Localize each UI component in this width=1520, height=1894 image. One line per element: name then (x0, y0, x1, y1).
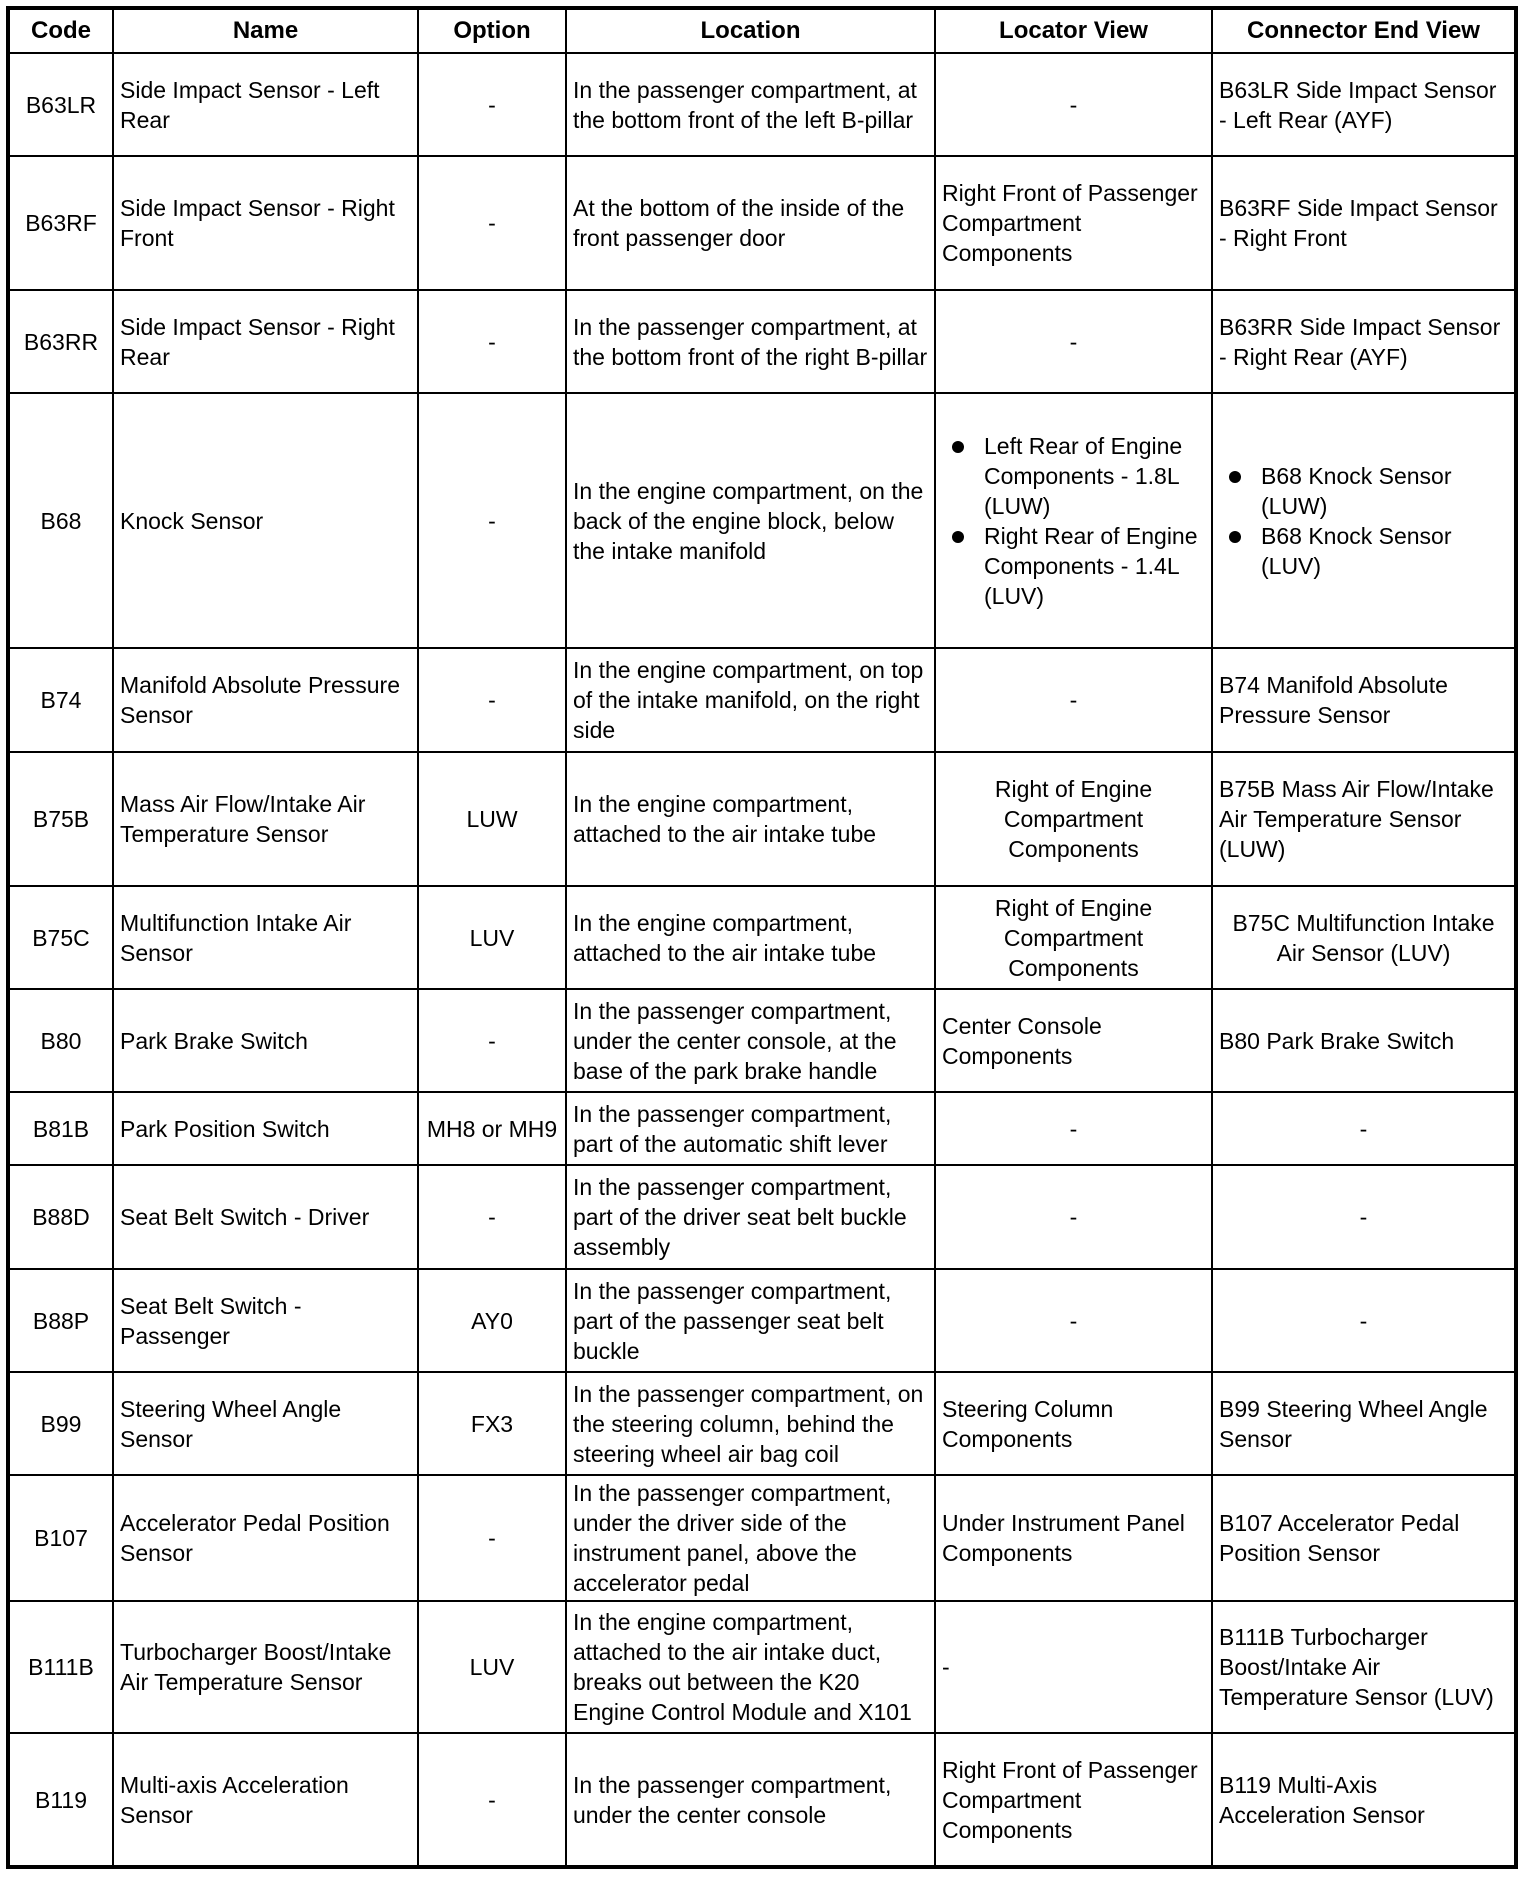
cell-location: In the passenger compartment, part of the driver seat belt buckle assembly (566, 1165, 935, 1269)
cell-name: Park Brake Switch (113, 989, 418, 1092)
cell-connector: B63RR Side Impact Sensor - Right Rear (AYF) (1212, 290, 1516, 393)
cell-code: B99 (8, 1372, 113, 1475)
cell-connector: B75B Mass Air Flow/Intake Air Temperature Sensor (LUW) (1212, 752, 1516, 886)
connector-list (1219, 461, 1508, 581)
header-option: Option (418, 8, 566, 53)
cell-locator: Right of Engine Compartment Components (935, 886, 1212, 989)
cell-option: - (418, 1165, 566, 1269)
table-row (8, 393, 1516, 648)
cell-connector: B111B Turbocharger Boost/Intake Air Temperature Sensor (LUV) (1212, 1601, 1516, 1733)
list-item: Left Rear of Engine Components - 1.8L (LUW) (984, 431, 1205, 521)
cell-locator: - (935, 1269, 1212, 1372)
cell-locator: - (935, 648, 1212, 752)
cell-location: In the passenger compartment, under the driver side of the instrument panel, above the accelerator pedal (566, 1475, 935, 1601)
cell-code: B68 (8, 393, 113, 648)
cell-name: Knock Sensor (113, 393, 418, 648)
cell-locator: Under Instrument Panel Components (935, 1475, 1212, 1601)
cell-name: Side Impact Sensor - Right Front (113, 156, 418, 290)
cell-name: Side Impact Sensor - Left Rear (113, 53, 418, 156)
cell-locator: Right of Engine Compartment Components (935, 752, 1212, 886)
header-connector-end-view: Connector End View (1212, 8, 1516, 53)
cell-location: In the engine compartment, attached to the air intake tube (566, 752, 935, 886)
cell-locator: - (935, 1165, 1212, 1269)
header-row (8, 8, 1516, 53)
cell-name: Seat Belt Switch - Passenger (113, 1269, 418, 1372)
table-row (8, 1475, 1516, 1601)
cell-code: B81B (8, 1092, 113, 1165)
cell-locator: Center Console Components (935, 989, 1212, 1092)
table-row (8, 648, 1516, 752)
cell-name: Seat Belt Switch - Driver (113, 1165, 418, 1269)
cell-name: Turbocharger Boost/Intake Air Temperature Sensor (113, 1601, 418, 1733)
cell-locator: - (935, 1601, 1212, 1733)
cell-option: - (418, 393, 566, 648)
table-row (8, 989, 1516, 1092)
cell-option: - (418, 156, 566, 290)
list-item: B68 Knock Sensor (LUV) (1261, 521, 1508, 581)
cell-option: FX3 (418, 1372, 566, 1475)
cell-location: At the bottom of the inside of the front passenger door (566, 156, 935, 290)
cell-name: Multifunction Intake Air Sensor (113, 886, 418, 989)
cell-code: B63RF (8, 156, 113, 290)
cell-code: B88D (8, 1165, 113, 1269)
cell-option: LUV (418, 1601, 566, 1733)
cell-option: LUV (418, 886, 566, 989)
cell-name: Steering Wheel Angle Sensor (113, 1372, 418, 1475)
cell-connector: B119 Multi-Axis Acceleration Sensor (1212, 1733, 1516, 1867)
cell-code: B107 (8, 1475, 113, 1601)
table-row (8, 752, 1516, 886)
table-row (8, 1092, 1516, 1165)
table-row (8, 1601, 1516, 1733)
table-row (8, 1269, 1516, 1372)
header-locator-view: Locator View (935, 8, 1212, 53)
header-location: Location (566, 8, 935, 53)
cell-name: Mass Air Flow/Intake Air Temperature Sensor (113, 752, 418, 886)
cell-location: In the passenger compartment, under the center console, at the base of the park brake handle (566, 989, 935, 1092)
cell-locator: Steering Column Components (935, 1372, 1212, 1475)
header-code: Code (8, 8, 113, 53)
cell-option: - (418, 290, 566, 393)
cell-location: In the passenger compartment, under the center console (566, 1733, 935, 1867)
table-row (8, 886, 1516, 989)
cell-locator: - (935, 290, 1212, 393)
cell-locator: - (935, 53, 1212, 156)
cell-location: In the engine compartment, on top of the intake manifold, on the right side (566, 648, 935, 752)
cell-code: B63RR (8, 290, 113, 393)
list-item: B68 Knock Sensor (LUW) (1261, 461, 1508, 521)
cell-code: B80 (8, 989, 113, 1092)
cell-name: Multi-axis Acceleration Sensor (113, 1733, 418, 1867)
cell-locator: - (935, 1092, 1212, 1165)
cell-location: In the engine compartment, on the back of the engine block, below the intake manifold (566, 393, 935, 648)
cell-connector (1212, 393, 1516, 648)
cell-connector: B99 Steering Wheel Angle Sensor (1212, 1372, 1516, 1475)
table-row (8, 1165, 1516, 1269)
cell-name: Park Position Switch (113, 1092, 418, 1165)
cell-location: In the passenger compartment, at the bottom front of the right B-pillar (566, 290, 935, 393)
cell-locator: Right Front of Passenger Compartment Components (935, 1733, 1212, 1867)
cell-name: Side Impact Sensor - Right Rear (113, 290, 418, 393)
cell-location: In the passenger compartment, at the bottom front of the left B-pillar (566, 53, 935, 156)
header-name: Name (113, 8, 418, 53)
cell-option: - (418, 1733, 566, 1867)
table-row (8, 156, 1516, 290)
locator-list (942, 431, 1205, 611)
cell-code: B119 (8, 1733, 113, 1867)
cell-code: B111B (8, 1601, 113, 1733)
cell-connector: B107 Accelerator Pedal Position Sensor (1212, 1475, 1516, 1601)
cell-connector: B74 Manifold Absolute Pressure Sensor (1212, 648, 1516, 752)
cell-option: - (418, 1475, 566, 1601)
cell-location: In the engine compartment, attached to the air intake duct, breaks out between the K20 Engine Control Module and X101 (566, 1601, 935, 1733)
cell-code: B63LR (8, 53, 113, 156)
cell-connector: B63LR Side Impact Sensor - Left Rear (AYF) (1212, 53, 1516, 156)
cell-code: B75B (8, 752, 113, 886)
table-row (8, 1733, 1516, 1867)
cell-option: - (418, 648, 566, 752)
cell-code: B74 (8, 648, 113, 752)
cell-option: MH8 or MH9 (418, 1092, 566, 1165)
cell-connector: B63RF Side Impact Sensor - Right Front (1212, 156, 1516, 290)
cell-locator: Right Front of Passenger Compartment Components (935, 156, 1212, 290)
cell-option: - (418, 53, 566, 156)
cell-connector: - (1212, 1165, 1516, 1269)
table-row (8, 53, 1516, 156)
cell-connector: B75C Multifunction Intake Air Sensor (LUV) (1212, 886, 1516, 989)
cell-option: LUW (418, 752, 566, 886)
list-item: Right Rear of Engine Components - 1.4L (LUV) (984, 521, 1205, 611)
cell-connector: - (1212, 1092, 1516, 1165)
cell-location: In the passenger compartment, part of the automatic shift lever (566, 1092, 935, 1165)
component-locator-table (6, 6, 1518, 1869)
cell-locator (935, 393, 1212, 648)
cell-code: B88P (8, 1269, 113, 1372)
cell-name: Accelerator Pedal Position Sensor (113, 1475, 418, 1601)
cell-name: Manifold Absolute Pressure Sensor (113, 648, 418, 752)
cell-option: AY0 (418, 1269, 566, 1372)
cell-option: - (418, 989, 566, 1092)
cell-connector: B80 Park Brake Switch (1212, 989, 1516, 1092)
table-row (8, 290, 1516, 393)
table-row (8, 1372, 1516, 1475)
cell-location: In the engine compartment, attached to the air intake tube (566, 886, 935, 989)
cell-location: In the passenger compartment, on the steering column, behind the steering wheel air bag coil (566, 1372, 935, 1475)
cell-connector: - (1212, 1269, 1516, 1372)
cell-code: B75C (8, 886, 113, 989)
cell-location: In the passenger compartment, part of the passenger seat belt buckle (566, 1269, 935, 1372)
